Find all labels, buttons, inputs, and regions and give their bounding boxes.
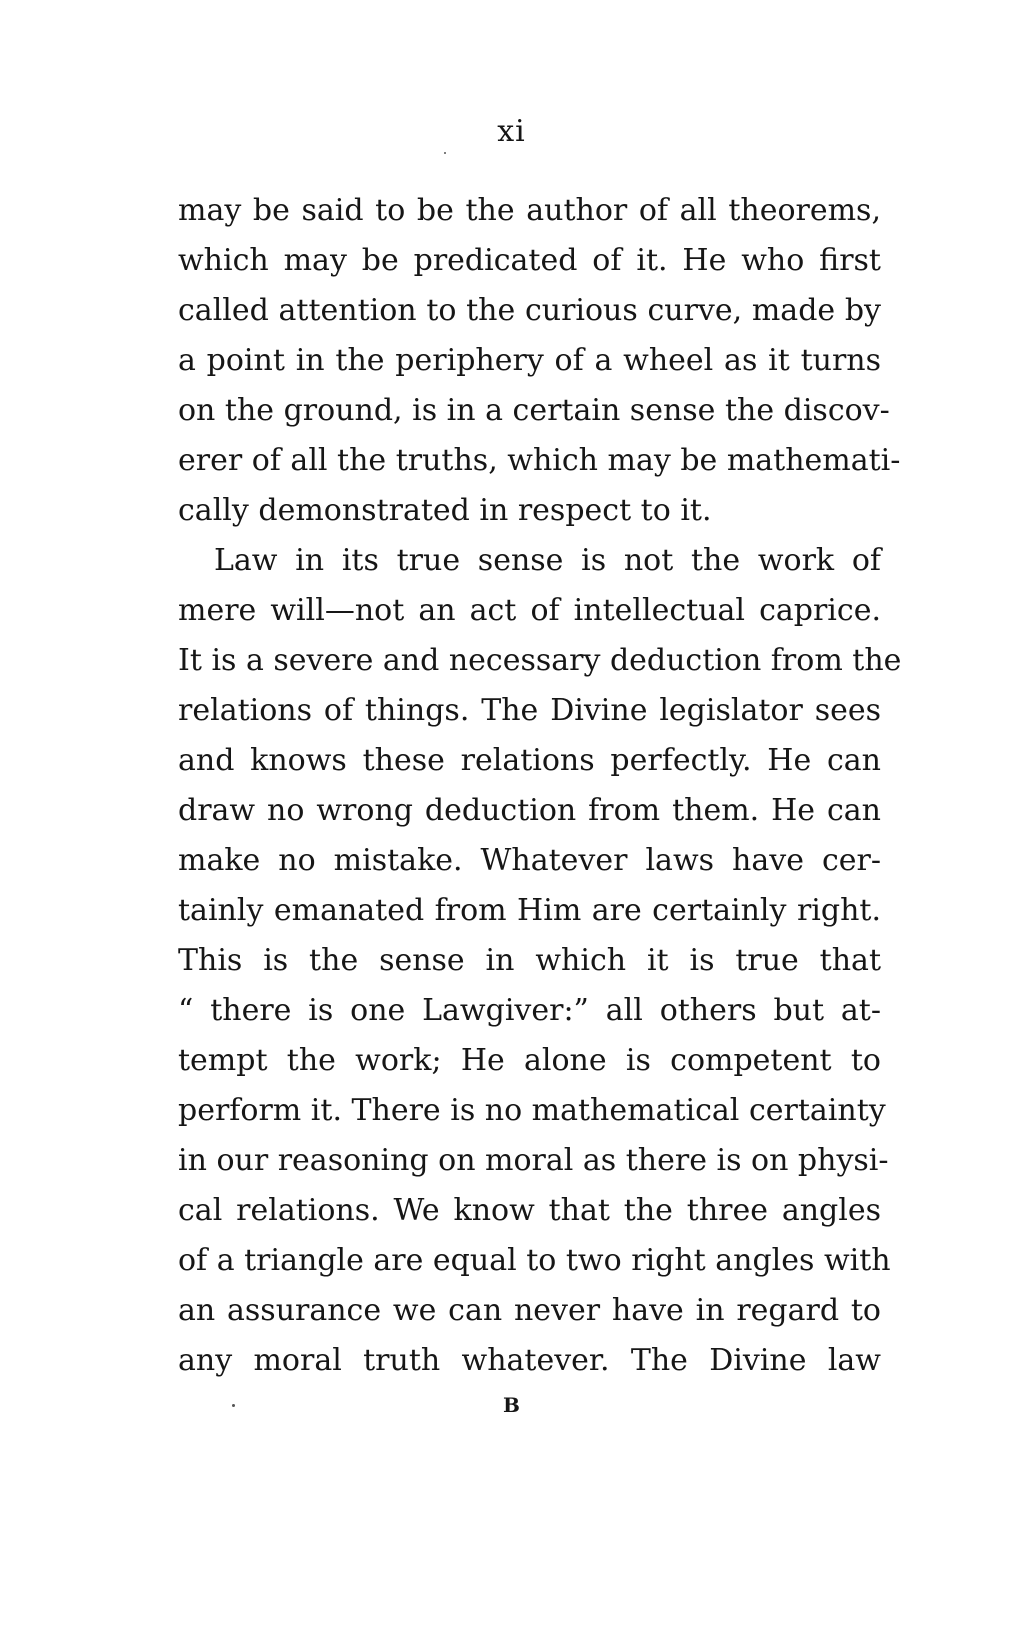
signature-mark: B xyxy=(503,1393,520,1417)
text-line: called attention to the curious curve, made by xyxy=(178,293,881,328)
text-line: which may be predicated of it. He who first xyxy=(178,243,881,278)
text-line: erer of all the truths, which may be mathemati- xyxy=(178,443,901,478)
text-line: make no mistake. Whatever laws have cer- xyxy=(178,843,881,878)
text-line: mere will—not an act of intellectual caprice. xyxy=(178,593,881,628)
text-line: tainly emanated from Him are certainly right. xyxy=(178,893,881,928)
print-speck xyxy=(444,152,446,154)
text-line: of a triangle are equal to two right angles with xyxy=(178,1243,891,1278)
text-line: cally demonstrated in respect to it. xyxy=(178,493,712,528)
text-line: in our reasoning on moral as there is on physi- xyxy=(178,1143,889,1178)
text-line: It is a severe and necessary deduction from the xyxy=(178,643,902,678)
text-line: may be said to be the author of all theorems, xyxy=(178,193,881,228)
text-line: on the ground, is in a certain sense the discov- xyxy=(178,393,890,428)
paragraph-first-line: Law in its true sense is not the work of xyxy=(214,543,881,578)
text-line: a point in the periphery of a wheel as it turns xyxy=(178,343,881,378)
text-line: and knows these relations perfectly. He can xyxy=(178,743,881,778)
text-line: cal relations. We know that the three angles xyxy=(178,1193,881,1228)
print-speck xyxy=(232,1404,235,1407)
text-line: relations of things. The Divine legislator sees xyxy=(178,693,881,728)
text-line: an assurance we can never have in regard to xyxy=(178,1293,881,1328)
text-line: perform it. There is no mathematical certainty xyxy=(178,1093,886,1128)
body-text xyxy=(178,186,902,1386)
text-line: “ there is one Lawgiver:” all others but at- xyxy=(178,993,881,1028)
text-line: This is the sense in which it is true that xyxy=(178,943,881,978)
text-line: tempt the work; He alone is competent to xyxy=(178,1043,881,1078)
text-line: any moral truth whatever. The Divine law xyxy=(178,1343,881,1378)
page-number: xi xyxy=(497,114,526,149)
text-line: draw no wrong deduction from them. He can xyxy=(178,793,881,828)
